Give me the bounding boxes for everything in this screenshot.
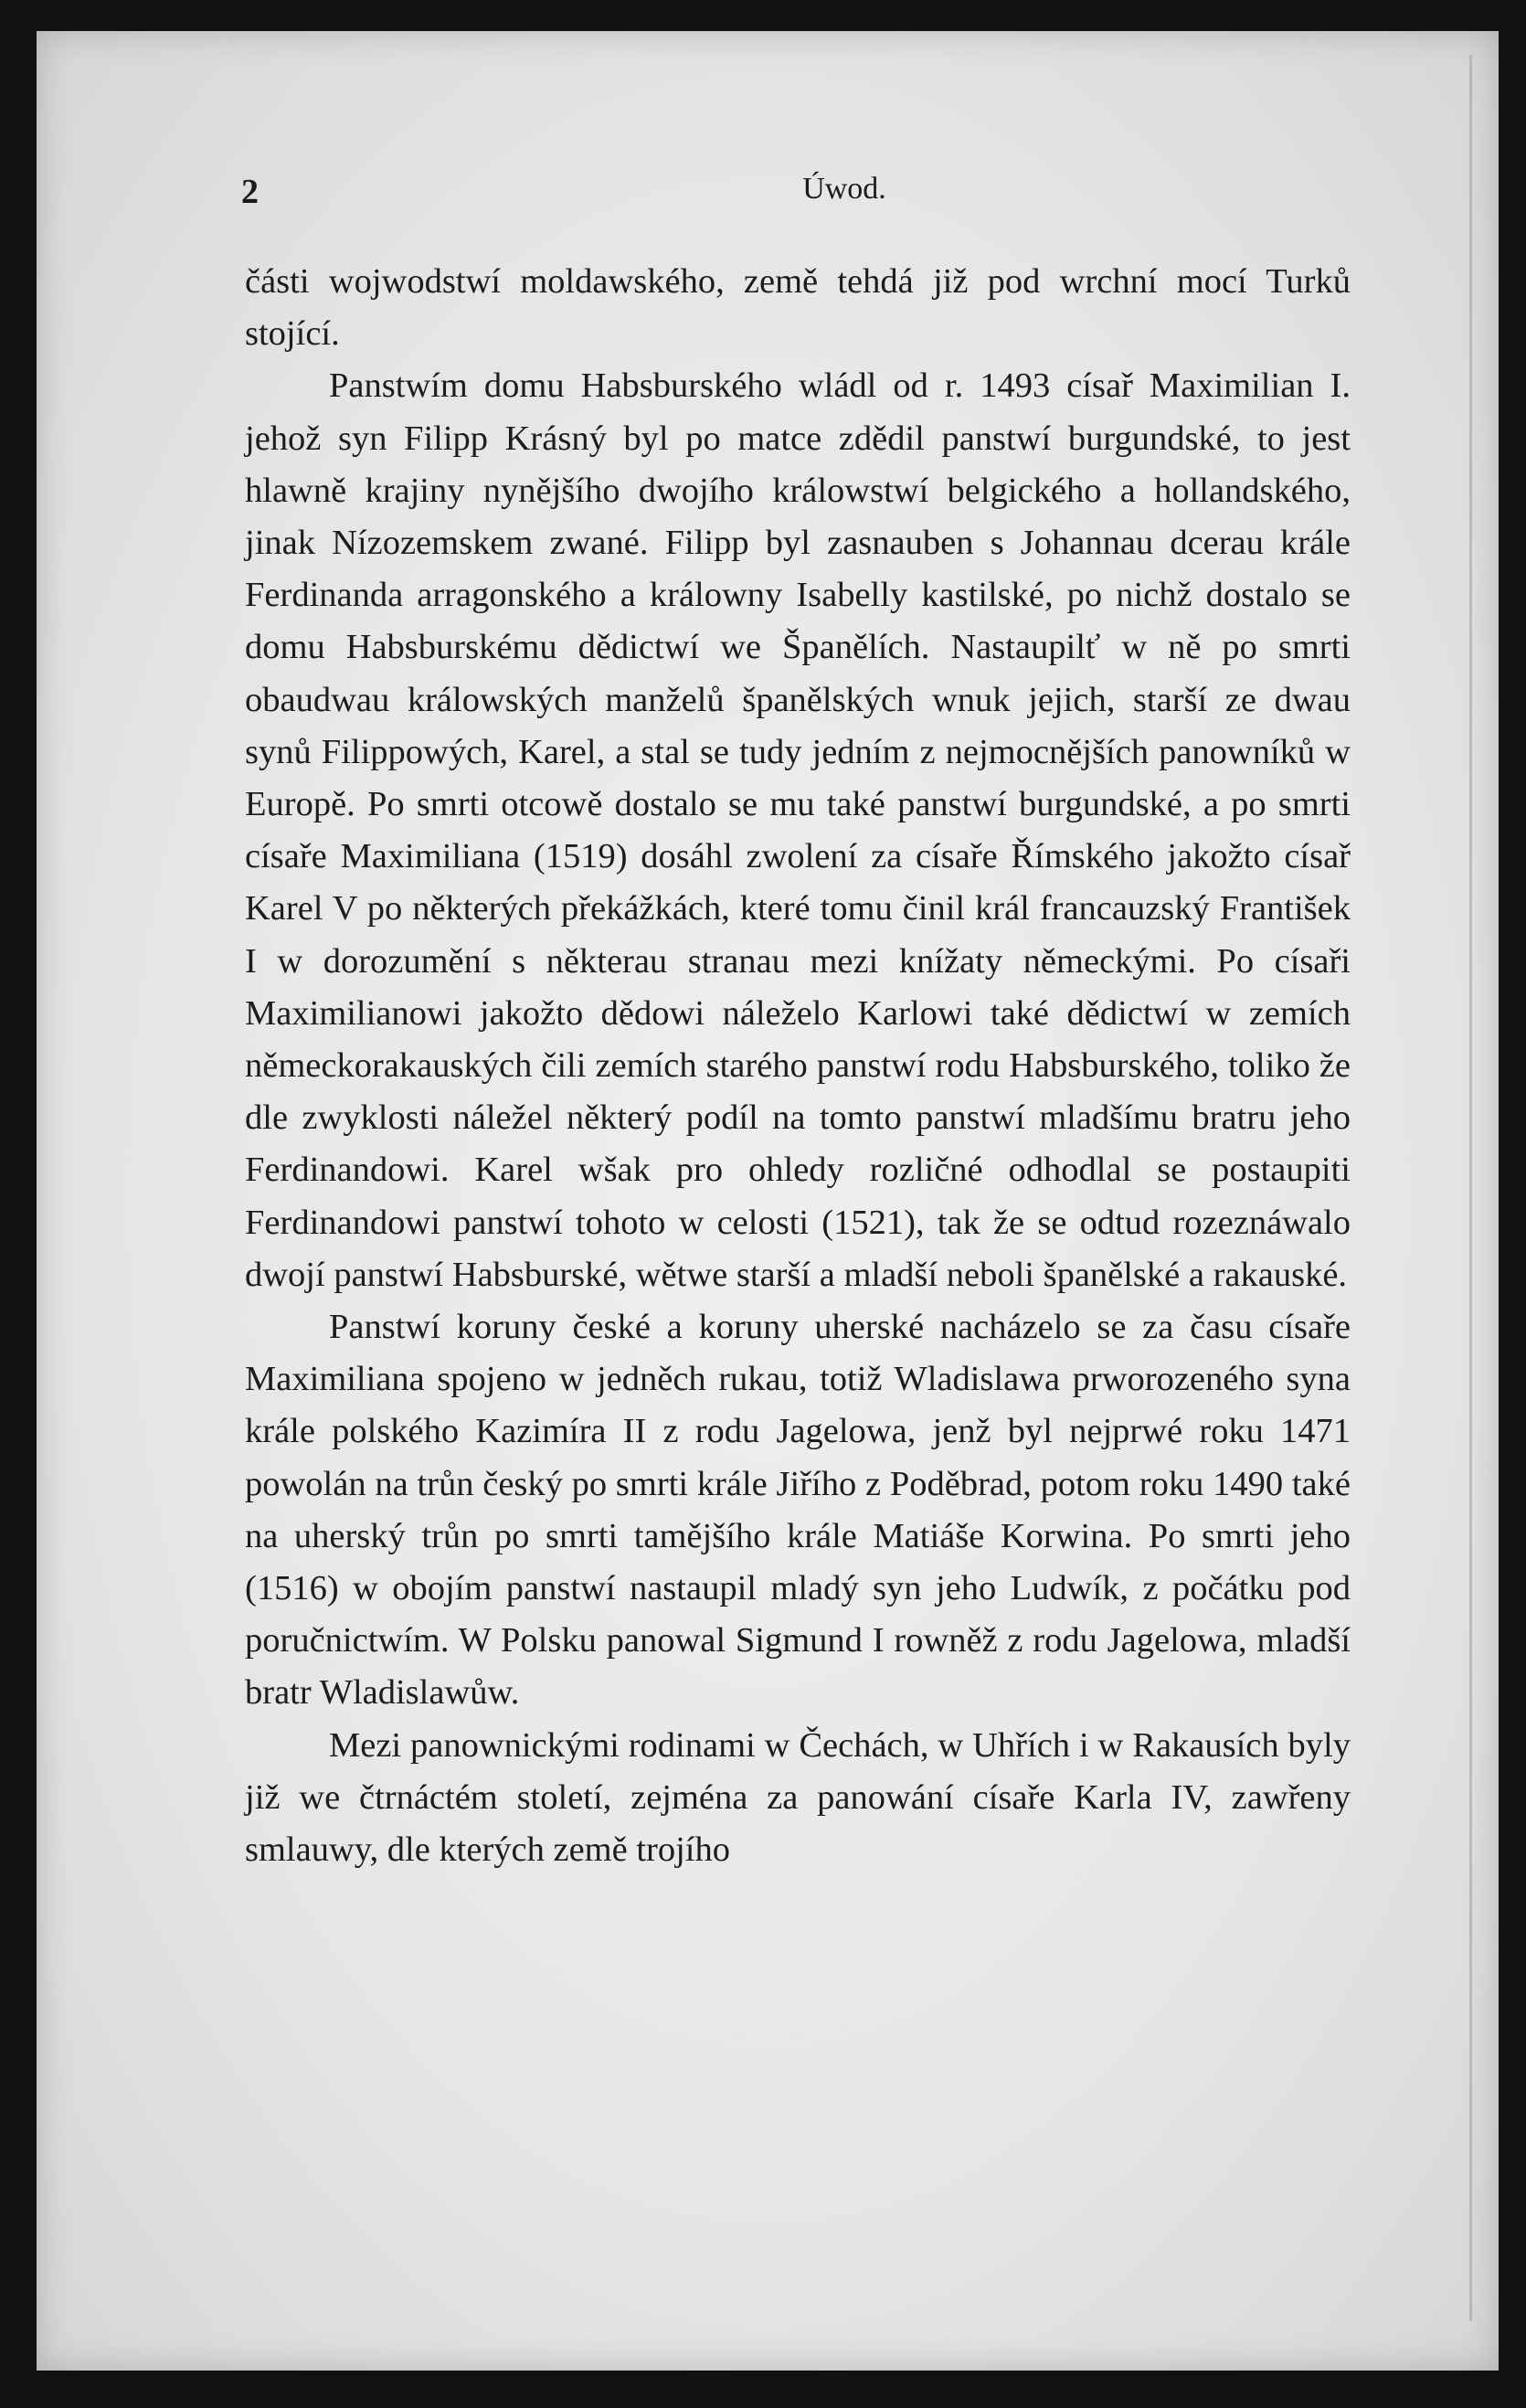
page-header (241, 172, 1365, 217)
body-text (245, 256, 1351, 1876)
paragraph-continuation: části wojwodstwí moldawského, země tehdá již pod wrchní mocí Turků stojící. (245, 262, 1351, 354)
paragraph-dynasties: Mezi panownickými rodinami w Čechách, w Uhřích i w Rakausích byly již we čtrnáctém století, zejména za panowání císaře Karla IV, zawřeny smlauwy, dle kterých země trojího (245, 1725, 1351, 1870)
page-edge-shadow (1469, 55, 1472, 2321)
paragraph-bohemia-hungary: Panstwí koruny české a koruny uherské nacházelo se za času císaře Maximiliana spojeno w jedněch rukau, totiž Wladislawa prworozeného syna krále polského Kazimíra II z rodu Jagelowa, jenž byl nejprwé roku 1471 powolán na trůn český po smrti krále Jiřího z Poděbrad, potom roku 1490 také na uherský trůn po smrti tamějšího krále Matiáše Korwina. Po smrti jeho (1516) w obojím panstwí nastaupil mladý syn jeho Ludwík, z počátku pod poručnictwím. W Polsku panowal Sigmund I rowněž z rodu Jagelowa, mladší bratr Wladislawůw. (245, 1308, 1351, 1713)
running-title: Úwod. (802, 172, 886, 206)
paragraph-habsburg: Panstwím domu Habsburského wládl od r. 1493 císař Maximilian I. jehož syn Filipp Krásný byl po matce zdědil panstwí burgundské, to jest hlawně krajiny nynějšího dwojího králowstwí belgického a hollandského, jinak Nízozemskem zwané. Filipp byl zasnauben s Johannau dcerau krále Ferdinanda arragonského a králowny Isabelly kastilské, po nichž dostalo se domu Habsburskému dědictwí we Španělích. Nastaupilť w ně po smrti obaudwau králowských manželů španělských wnuk jejich, starší ze dwau synů Filippowých, Karel, a stal se tudy jedním z nejmocnějších panowníků w Europě. Po smrti otcowě dostalo se mu také panstwí burgundské, a po smrti císaře Maximiliana (1519) dosáhl zwolení za císaře Římského jakožto císař Karel V po některých překážkách, které tomu činil král francauzský František I w dorozumění s některau stranau mezi knížaty německými. Po císaři Maximilianowi jakožto dědowi náleželo Karlowi také dědictwí w zemích německorakauských čili zemích starého panstwí rodu Habsburského, toliko že dle zwyklosti náležel některý podíl na tomto panstwí mladšímu bratru jeho Ferdinandowi. Karel wšak pro ohledy rozličné odhodlal se postaupiti Ferdinandowi panstwí tohoto w celosti (1521), tak že se odtud rozeznáwalo dwojí panstwí Habsburské, wětwe starší a mladší neboli španělské a rakauské. (245, 366, 1351, 1294)
page-number: 2 (241, 173, 259, 211)
